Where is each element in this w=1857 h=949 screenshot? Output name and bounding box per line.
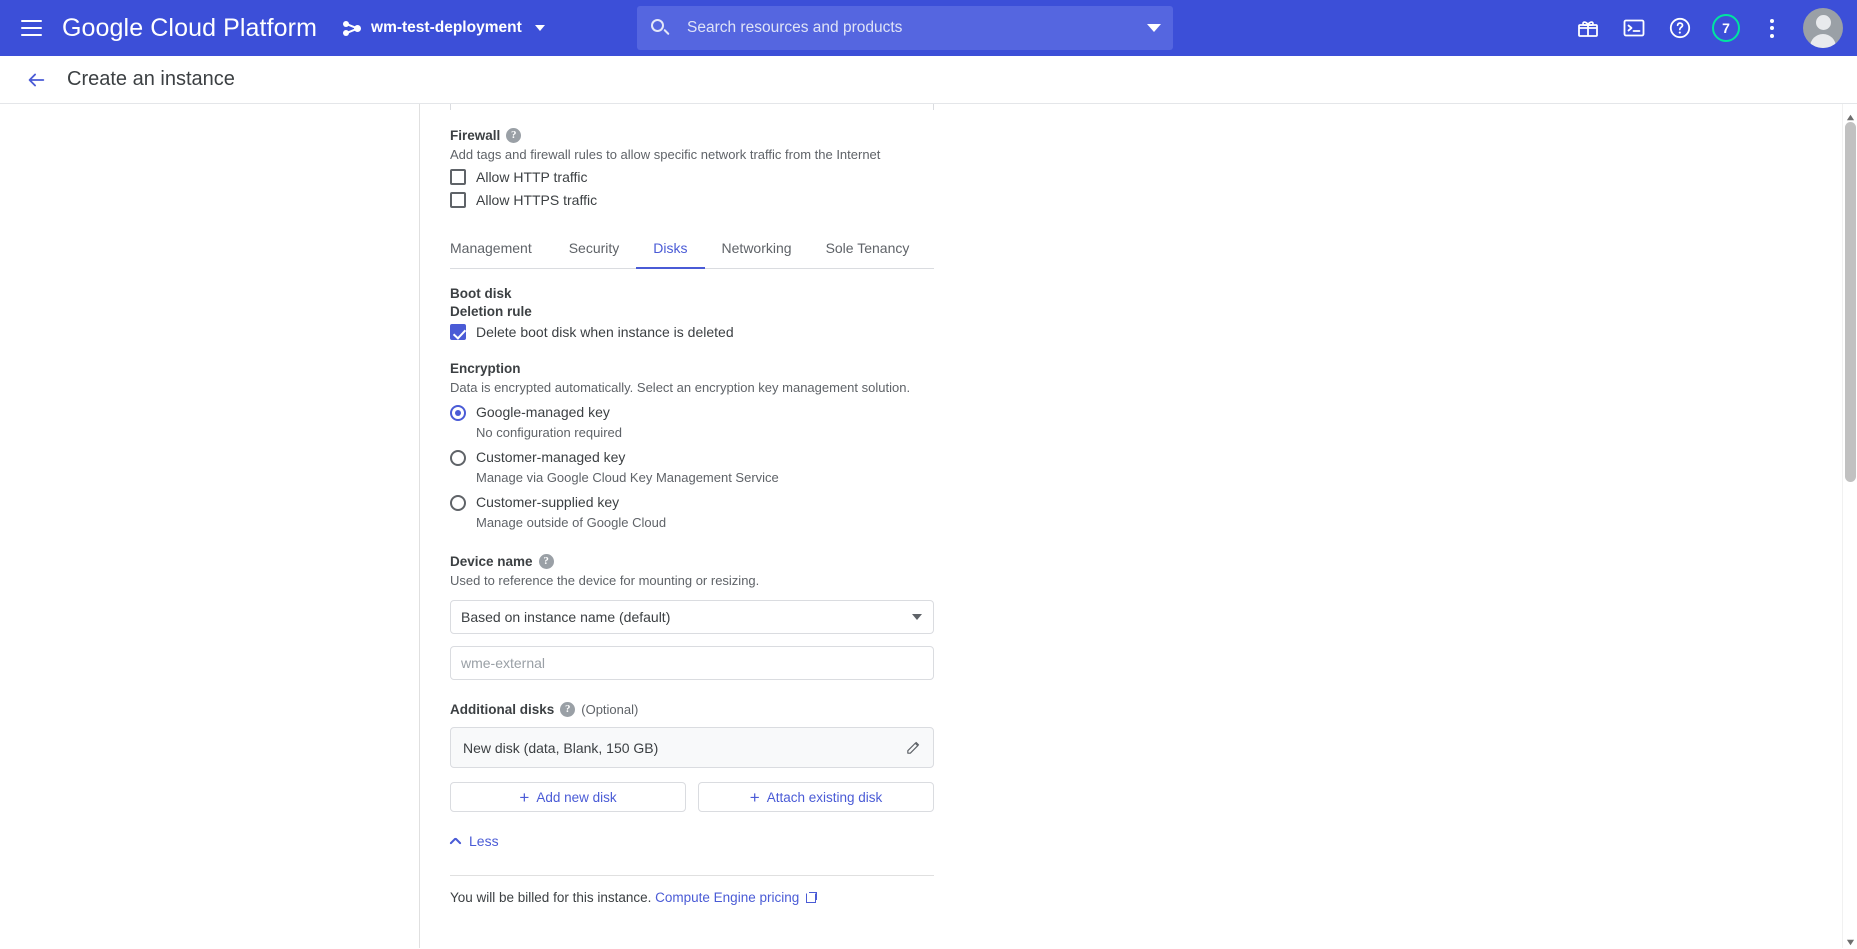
notification-count: 7 bbox=[1712, 14, 1740, 42]
back-arrow-icon[interactable] bbox=[22, 66, 50, 94]
notifications-badge[interactable] bbox=[1705, 7, 1747, 49]
top-bar-actions bbox=[1567, 7, 1843, 49]
settings-tabs bbox=[450, 230, 934, 269]
search-dropdown-icon[interactable] bbox=[1147, 24, 1161, 32]
help-icon[interactable]: ? bbox=[539, 554, 554, 569]
tab-management[interactable]: Management bbox=[450, 240, 532, 256]
customer-managed-key-radio[interactable] bbox=[450, 450, 466, 466]
additional-disks-section bbox=[450, 702, 934, 812]
search-input[interactable] bbox=[685, 18, 1139, 38]
additional-disks-label: Additional disks bbox=[450, 702, 555, 717]
additional-disks-optional-tag: (Optional) bbox=[581, 702, 639, 717]
left-rail bbox=[0, 104, 420, 948]
firewall-description: Add tags and firewall rules to allow specific network traffic from the Internet bbox=[450, 147, 881, 162]
delete-boot-disk-row[interactable] bbox=[450, 324, 934, 340]
boot-disk-heading: Boot disk bbox=[450, 286, 512, 301]
scroll-up-arrow-icon[interactable] bbox=[1846, 109, 1855, 118]
attach-existing-disk-label: Attach existing disk bbox=[766, 789, 883, 805]
device-name-label: Device name bbox=[450, 554, 533, 569]
gifts-icon[interactable] bbox=[1567, 7, 1609, 49]
additional-disks-heading-row bbox=[450, 702, 934, 717]
main-content bbox=[420, 104, 1857, 948]
chevron-down-icon bbox=[535, 25, 545, 31]
external-link-icon bbox=[806, 892, 817, 903]
boot-disk-section bbox=[450, 286, 934, 340]
encryption-option-customer-managed[interactable] bbox=[450, 449, 934, 485]
divider bbox=[450, 875, 934, 876]
allow-https-checkbox[interactable] bbox=[450, 192, 466, 208]
device-name-description: Used to reference the device for mounting or resizing. bbox=[450, 573, 760, 588]
customer-supplied-key-radio[interactable] bbox=[450, 495, 466, 511]
google-managed-key-radio[interactable] bbox=[450, 405, 466, 421]
disk-action-buttons bbox=[450, 782, 934, 812]
more-options-icon[interactable] bbox=[1751, 7, 1793, 49]
top-navigation-bar bbox=[0, 0, 1857, 56]
allow-http-row[interactable] bbox=[450, 169, 934, 185]
compute-engine-pricing-link[interactable]: Compute Engine pricing bbox=[655, 890, 800, 905]
cloud-shell-icon[interactable] bbox=[1613, 7, 1655, 49]
firewall-section bbox=[450, 128, 934, 208]
help-icon[interactable]: ? bbox=[506, 128, 521, 143]
attach-existing-disk-button[interactable]: + Attach existing disk bbox=[698, 782, 934, 812]
google-managed-key-help: No configuration required bbox=[476, 425, 622, 440]
disk-name: New disk (data, Blank, 150 GB) bbox=[463, 739, 659, 756]
list-item[interactable] bbox=[450, 727, 934, 768]
firewall-label: Firewall bbox=[450, 128, 501, 143]
search-bar[interactable] bbox=[637, 6, 1173, 50]
avatar[interactable] bbox=[1803, 8, 1843, 48]
add-new-disk-button[interactable]: + Add new disk bbox=[450, 782, 686, 812]
customer-supplied-key-help: Manage outside of Google Cloud bbox=[476, 515, 667, 530]
device-name-input[interactable] bbox=[450, 646, 934, 680]
customer-managed-key-help: Manage via Google Cloud Key Management Service bbox=[476, 470, 779, 485]
add-new-disk-label: Add new disk bbox=[536, 789, 617, 805]
less-toggle-button[interactable] bbox=[450, 833, 499, 849]
tab-disks[interactable]: Disks bbox=[636, 230, 704, 269]
edit-icon[interactable] bbox=[904, 739, 922, 757]
chevron-down-icon bbox=[912, 614, 922, 620]
device-name-select[interactable] bbox=[450, 600, 934, 634]
google-managed-key-label: Google-managed key bbox=[476, 404, 610, 420]
device-name-heading-row bbox=[450, 554, 934, 569]
allow-http-label: Allow HTTP traffic bbox=[476, 169, 588, 185]
firewall-heading-row bbox=[450, 128, 934, 143]
device-name-select-value: Based on instance name (default) bbox=[461, 609, 671, 625]
project-selector[interactable] bbox=[343, 19, 545, 38]
tab-security[interactable]: Security bbox=[568, 240, 620, 256]
device-name-section bbox=[450, 554, 934, 680]
encryption-option-customer-supplied[interactable] bbox=[450, 494, 934, 530]
allow-https-label: Allow HTTPS traffic bbox=[476, 192, 598, 208]
encryption-description: Data is encrypted automatically. Select an encryption key management solution. bbox=[450, 380, 911, 395]
brand-logo-text[interactable]: Google Cloud Platform bbox=[62, 13, 318, 42]
page-header bbox=[0, 56, 1857, 104]
encryption-heading: Encryption bbox=[450, 361, 521, 376]
customer-supplied-key-label: Customer-supplied key bbox=[476, 494, 620, 510]
customer-managed-key-label: Customer-managed key bbox=[476, 449, 626, 465]
deletion-rule-label: Deletion rule bbox=[450, 304, 532, 319]
scroll-down-arrow-icon[interactable] bbox=[1846, 934, 1855, 943]
page-title: Create an instance bbox=[67, 68, 235, 90]
chevron-up-icon bbox=[450, 836, 461, 847]
encryption-section bbox=[450, 361, 934, 530]
encryption-option-google-managed[interactable] bbox=[450, 404, 934, 440]
help-icon[interactable] bbox=[1659, 7, 1701, 49]
project-name: wm-test-deployment bbox=[371, 19, 522, 36]
instance-form bbox=[450, 104, 934, 905]
allow-https-row[interactable] bbox=[450, 192, 934, 208]
delete-boot-disk-checkbox[interactable] bbox=[450, 324, 466, 340]
page-body bbox=[0, 104, 1857, 948]
allow-http-checkbox[interactable] bbox=[450, 169, 466, 185]
billing-note bbox=[450, 890, 934, 905]
help-icon[interactable]: ? bbox=[560, 702, 575, 717]
tab-sole-tenancy[interactable]: Sole Tenancy bbox=[825, 240, 910, 256]
tab-networking[interactable]: Networking bbox=[721, 240, 792, 256]
billing-prefix: You will be billed for this instance. bbox=[450, 890, 652, 905]
project-icon bbox=[343, 19, 362, 38]
search-icon bbox=[649, 17, 671, 39]
scrollbar-thumb[interactable] bbox=[1845, 122, 1856, 482]
vertical-scrollbar[interactable] bbox=[1842, 104, 1857, 948]
delete-boot-disk-label: Delete boot disk when instance is deleted bbox=[476, 324, 734, 340]
menu-icon[interactable] bbox=[14, 11, 48, 45]
less-label: Less bbox=[469, 833, 499, 849]
